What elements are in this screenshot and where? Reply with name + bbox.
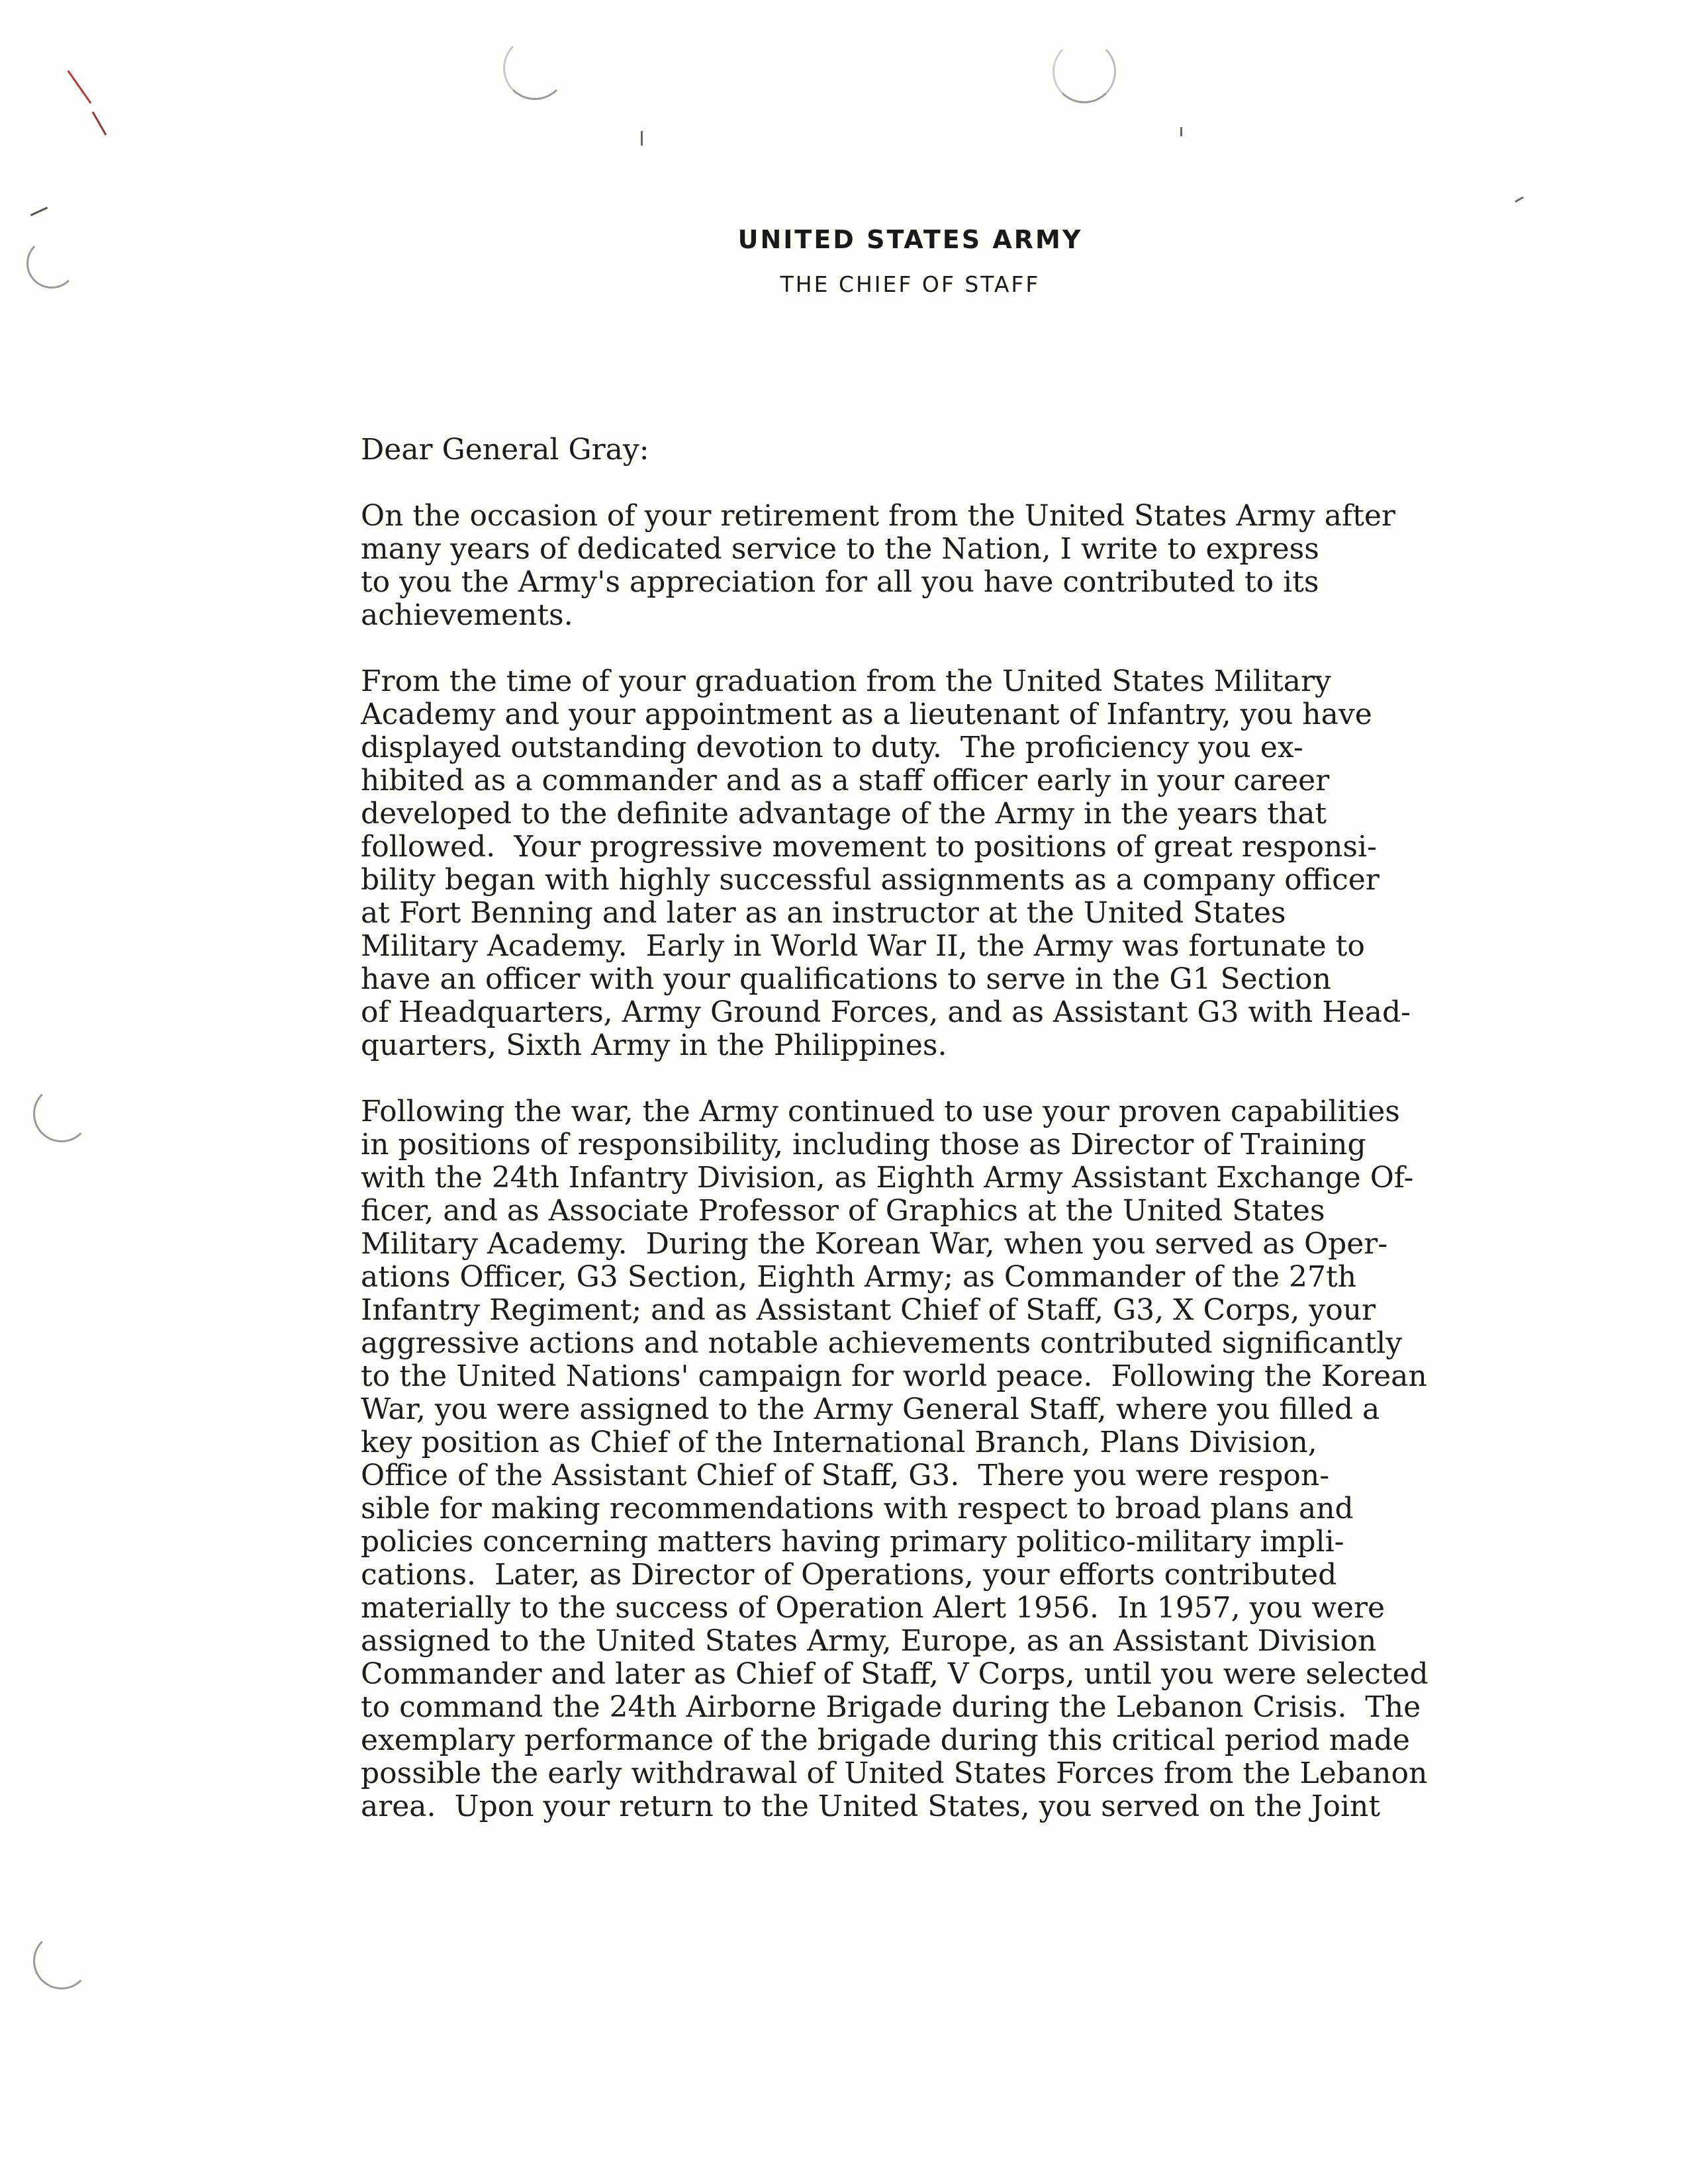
letterhead-office: THE CHIEF OF STAFF (780, 271, 1041, 297)
letter-body (361, 433, 1572, 1856)
text-line: of Headquarters, Army Ground Forces, and as Assistant G3 with Head- (361, 995, 1411, 1029)
text-line: policies concerning matters having primary politico-military impli- (361, 1525, 1344, 1559)
punch-hole-mark (33, 1933, 90, 1989)
text-line: Following the war, the Army continued to use your proven capabilities (361, 1095, 1400, 1128)
punch-hole-mark (503, 36, 567, 100)
text-line: Infantry Regiment; and as Assistant Chief of Staff, G3, X Corps, your (361, 1293, 1376, 1327)
text-line: followed. Your progressive movement to positions of great responsi- (361, 830, 1377, 864)
scan-mark (1515, 197, 1524, 203)
text-line: to the United Nations' campaign for world peace. Following the Korean (361, 1359, 1427, 1393)
text-line: sible for making recommendations with respect to broad plans and (361, 1492, 1354, 1525)
text-line: to you the Army's appreciation for all you have contributed to its (361, 565, 1319, 599)
paragraph (361, 1095, 1572, 1823)
text-line: cations. Later, as Director of Operations, your efforts contributed (361, 1558, 1337, 1592)
scan-mark (30, 206, 48, 216)
text-line: have an officer with your qualifications to serve in the G1 Section (361, 962, 1331, 996)
text-line: ations Officer, G3 Section, Eighth Army; as Commander of the 27th (361, 1260, 1357, 1294)
text-line: hibited as a commander and as a staff officer early in your career (361, 764, 1330, 797)
text-line: area. Upon your return to the United States, you served on the Joint (361, 1790, 1381, 1823)
text-line: in positions of responsibility, including those as Director of Training (361, 1128, 1366, 1161)
text-line: developed to the definite advantage of the Army in the years that (361, 797, 1327, 831)
text-line: key position as Chief of the International Branch, Plans Division, (361, 1426, 1317, 1459)
text-line: with the 24th Infantry Division, as Eighth Army Assistant Exchange Of- (361, 1161, 1414, 1195)
scan-mark (1180, 127, 1182, 136)
text-line: materially to the success of Operation Alert 1956. In 1957, you were (361, 1591, 1385, 1625)
text-line: assigned to the United States Army, Europe, as an Assistant Division (361, 1624, 1377, 1658)
punch-hole-mark (26, 238, 77, 289)
text-line: ficer, and as Associate Professor of Graphics at the United States (361, 1194, 1325, 1228)
letterhead-organization: UNITED STATES ARMY (737, 225, 1083, 254)
text-line: displayed outstanding devotion to duty. The proficiency you ex- (361, 731, 1303, 764)
punch-hole-mark (1053, 40, 1116, 103)
text-line: aggressive actions and notable achievements contributed significantly (361, 1326, 1403, 1360)
paragraph (361, 665, 1572, 1062)
text-line: exemplary performance of the brigade during this critical period made (361, 1723, 1410, 1757)
text-line: Commander and later as Chief of Staff, V Corps, until you were selected (361, 1657, 1429, 1691)
scan-mark (92, 111, 107, 135)
text-line: Office of the Assistant Chief of Staff, G3. There you were respon- (361, 1459, 1330, 1492)
text-line: From the time of your graduation from the United States Military (361, 664, 1331, 698)
text-line: Military Academy. During the Korean War, when you served as Oper- (361, 1227, 1388, 1261)
text-line: bility began with highly successful assignments as a company officer (361, 863, 1380, 897)
scan-mark (68, 70, 92, 104)
text-line: War, you were assigned to the Army General Staff, where you filled a (361, 1392, 1380, 1426)
salutation: Dear General Gray: (361, 433, 649, 467)
paragraph (361, 500, 1572, 632)
scan-mark (641, 131, 643, 146)
text-line: many years of dedicated service to the Nation, I write to express (361, 532, 1319, 566)
text-line: Academy and your appointment as a lieutenant of Infantry, you have (361, 698, 1372, 731)
punch-hole-mark (33, 1085, 90, 1142)
text-line: achievements. (361, 598, 573, 632)
text-line: possible the early withdrawal of United States Forces from the Lebanon (361, 1756, 1428, 1790)
text-line: quarters, Sixth Army in the Philippines. (361, 1028, 947, 1062)
text-line: Military Academy. Early in World War II, the Army was fortunate to (361, 929, 1365, 963)
text-line: On the occasion of your retirement from the United States Army after (361, 499, 1395, 533)
text-line: at Fort Benning and later as an instructor at the United States (361, 896, 1286, 930)
text-line: to command the 24th Airborne Brigade during the Lebanon Crisis. The (361, 1690, 1421, 1724)
